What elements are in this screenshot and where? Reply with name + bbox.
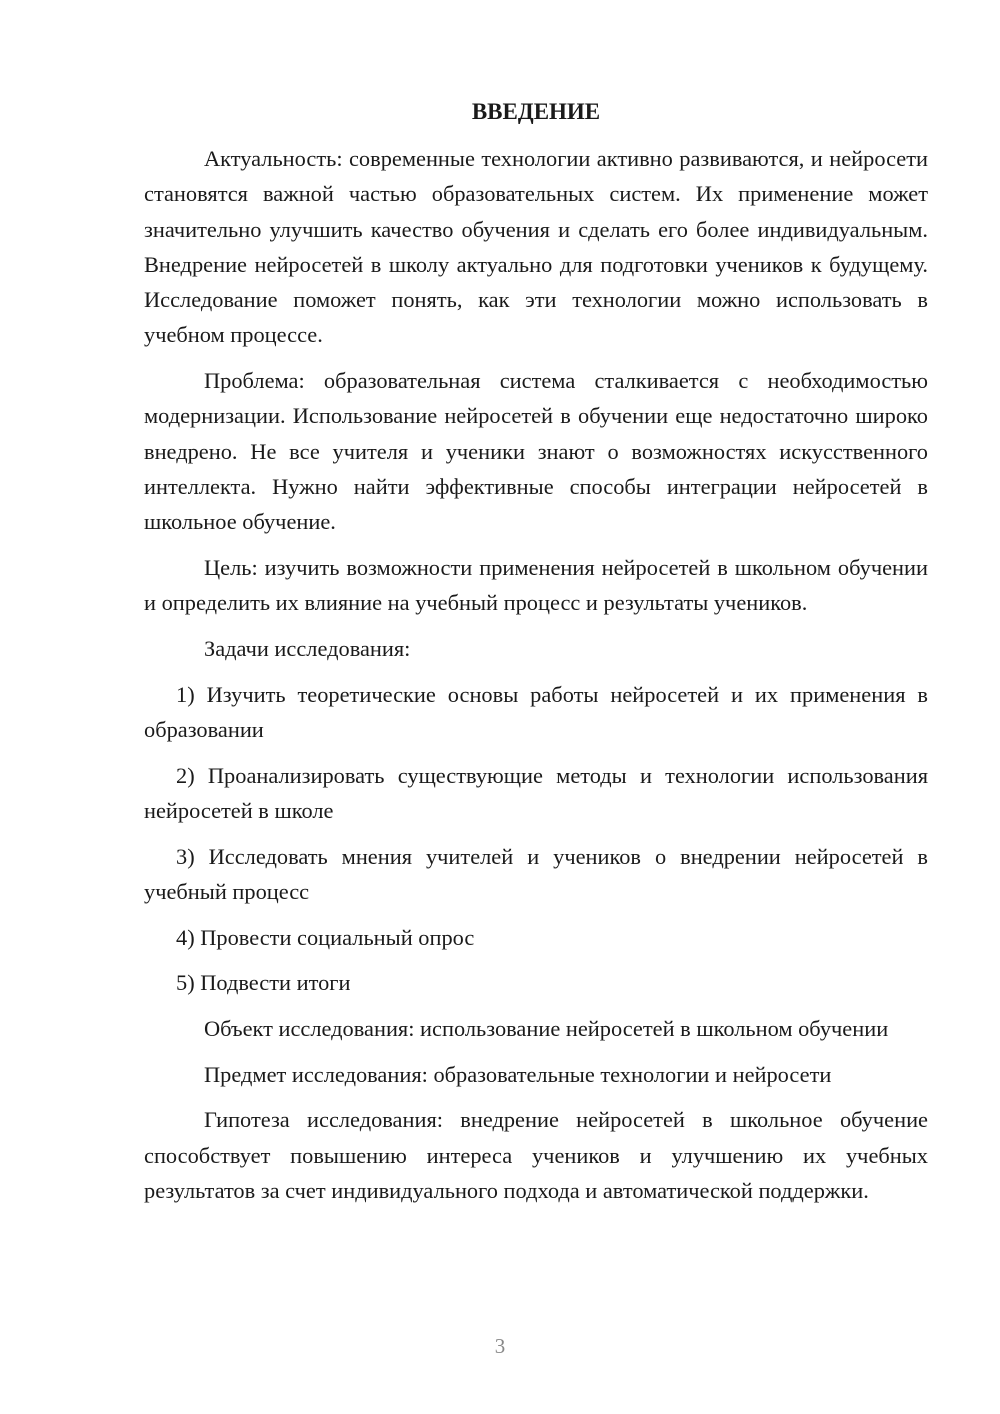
task-item: 3) Исследовать мнения учителей и учеников о внедрении нейросетей в учебный процесс — [144, 843, 928, 904]
paragraph-problem: Проблема: образовательная система сталкивается с необходимостью модернизации. Использование нейросетей в обучении еще недостаточно широко внедрено. Не все учителя и ученики знают о возможностях искусственного интеллекта. Нужно найти эффективные способы интеграции нейросетей в школьное обучение. — [144, 368, 928, 535]
task-item: 1) Изучить теоретические основы работы нейросетей и их применения в образовании — [144, 681, 928, 743]
task-item: 5) Подвести итоги — [176, 970, 351, 996]
page-number: 3 — [494, 1334, 506, 1358]
paragraph-relevance: Актуальность: современные технологии активно развиваются, и нейросети становятся важной частью образовательных систем. Их применение может значительно улучшить качество обучения и сделать его более индивидуальным. Внедрение нейросетей в школу актуально для подготовки учеников к будущему. Исследование поможет понять, как эти технологии можно использовать в учебном процессе. — [144, 146, 928, 348]
task-item: 4) Провести социальный опрос — [176, 924, 475, 950]
section-heading: ВВЕДЕНИЕ — [471, 99, 601, 124]
paragraph-goal: Цель: изучить возможности применения нейросетей в школьном обучении и определить их влияние на учебный процесс и результаты учеников. — [144, 555, 928, 616]
paragraph-object: Объект исследования: использование нейросетей в школьном обучении — [204, 1016, 889, 1042]
paragraph-subject: Предмет исследования: образовательные технологии и нейросети — [204, 1061, 832, 1087]
paragraph-tasks-title: Задачи исследования: — [204, 636, 411, 662]
paragraph-hypothesis: Гипотеза исследования: внедрение нейросетей в школьное обучение способствует повышению интереса учеников и улучшению их учебных результатов за счет индивидуального подхода и автоматической поддержки. — [144, 1107, 928, 1204]
document-page — [144, 94, 928, 1208]
task-item: 2) Проанализировать существующие методы и технологии использования нейросетей в школе — [144, 762, 928, 823]
